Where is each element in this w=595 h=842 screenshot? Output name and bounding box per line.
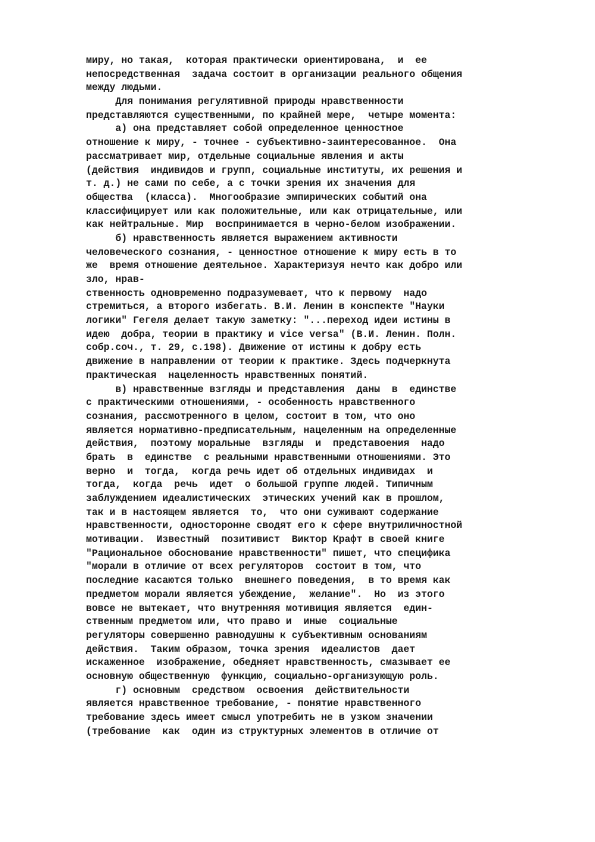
text-line: общества (класса). Многообразие эмпирических событий она bbox=[86, 191, 427, 203]
text-line: ственность одновременно подразумевает, что к первому надо bbox=[86, 287, 427, 299]
text-line: собр.соч., т. 29, с.198). Движение от истины к добру есть bbox=[86, 342, 422, 354]
text-line: сознания, рассмотренного в целом, состоит в том, что оно bbox=[86, 410, 416, 422]
text-line: т. д.) не сами по себе, а с точки зрения их значения для bbox=[86, 178, 416, 190]
text-line: вовсе не вытекает, что внутренняя мотивиция является един- bbox=[86, 602, 433, 614]
text-line: действия. Таким образом, точка зрения идеалистов дает bbox=[86, 643, 416, 655]
text-line: рассматривает мир, отдельные социальные явления и акты bbox=[86, 150, 404, 162]
text-line: миру, но такая, которая практически ориентирована, и ее bbox=[86, 55, 427, 66]
text-line: логики" Гегеля делает такую заметку: "...переход идеи истины в bbox=[86, 315, 451, 327]
text-line: зло, нрав- bbox=[86, 274, 145, 285]
text-line: мотивации. Известный позитивист Виктор Крафт в своей книге bbox=[86, 534, 445, 546]
text-line: искаженное изображение, обедняет нравственность, смазывает ее bbox=[86, 657, 451, 669]
text-line: б) нравственность является выражением активности bbox=[86, 232, 398, 244]
text-line: стремиться, а второго избегать. В.И. Ленин в конспекте "Науки bbox=[86, 301, 445, 313]
text-line: (действия индивидов и групп, социальные институты, их решения и bbox=[86, 164, 463, 176]
text-line: верно и тогда, когда речь идет об отдельных индивидах и bbox=[86, 465, 433, 477]
text-line: г) основным средством освоения действительности bbox=[86, 684, 410, 696]
text-line: а) она представляет собой определенное ценностное bbox=[86, 123, 404, 135]
text-line: "морали в отличие от всех регуляторов состоит в том, что bbox=[86, 561, 422, 573]
text-line: требование здесь имеет смысл употребить не в узком значении bbox=[86, 712, 433, 723]
text-line: практическая нацеленность нравственных понятий. bbox=[86, 369, 369, 381]
text-line: предметом морали является убеждение, желание". Но из этого bbox=[86, 588, 445, 600]
text-line: регуляторы совершенно равнодушны к субъективным основаниям bbox=[86, 629, 427, 641]
text-line: является нормативно-предписательным, нацеленным на определенные bbox=[86, 424, 457, 436]
text-line: является нравственное требование, - понятие нравственного bbox=[86, 698, 422, 710]
text-line: заблуждением идеалистических этических учений как в прошлом, bbox=[86, 493, 445, 504]
text-line: "Рациональное обоснование нравственности" пишет, что специфика bbox=[86, 547, 451, 559]
text-line: тогда, когда речь идет о большой группе людей. Типичным bbox=[86, 479, 433, 491]
text-line: непосредственная задача состоит в организации реального общения bbox=[86, 68, 463, 80]
document-body-text bbox=[86, 54, 526, 738]
text-line: же время отношение деятельное. Характеризуя нечто как добро или bbox=[86, 260, 463, 272]
text-line: представляются существенными, по крайней мере, четыре момента: bbox=[86, 109, 457, 121]
text-line: как нейтральные. Мир воспринимается в черно-белом изображении. bbox=[86, 219, 457, 231]
text-line: классифицирует или как положительные, или как отрицательные, или bbox=[86, 205, 463, 217]
text-line: отношение к миру, - точнее - субъективно-заинтересованное. Она bbox=[86, 137, 457, 149]
text-line: последние касаются только внешнего поведения, в то время как bbox=[86, 575, 451, 587]
text-line: идею добра, теории в практику и vice versa" (В.И. Ленин. Полн. bbox=[86, 328, 457, 340]
text-line: движение в направлении от теории к практике. Здесь подчеркнута bbox=[86, 356, 451, 368]
text-line: так и в настоящем является то, что они суживают содержание bbox=[86, 506, 439, 518]
text-line: основную общественную функцию, социально-организующую роль. bbox=[86, 670, 439, 682]
text-line: Для понимания регулятивной природы нравственности bbox=[86, 96, 404, 108]
text-line: между людьми. bbox=[86, 82, 163, 94]
text-line: в) нравственные взгляды и представления даны в единстве bbox=[86, 383, 457, 395]
text-line: нравственности, односторонне сводят его к сфере внутриличностной bbox=[86, 520, 463, 532]
text-line: (требование как один из структурных элементов в отличие от bbox=[86, 725, 439, 737]
text-line: человеческого сознания, - ценностное отношение к миру есть в то bbox=[86, 246, 457, 258]
text-line: ственным предметом или, что право и иные социальные bbox=[86, 616, 398, 628]
text-line: брать в единстве с реальными нравственными отношениями. Это bbox=[86, 451, 451, 463]
text-line: с практическими отношениями, - особенность нравственного bbox=[86, 397, 416, 409]
text-line: действия, поэтому моральные взгляды и представоения надо bbox=[86, 438, 445, 450]
